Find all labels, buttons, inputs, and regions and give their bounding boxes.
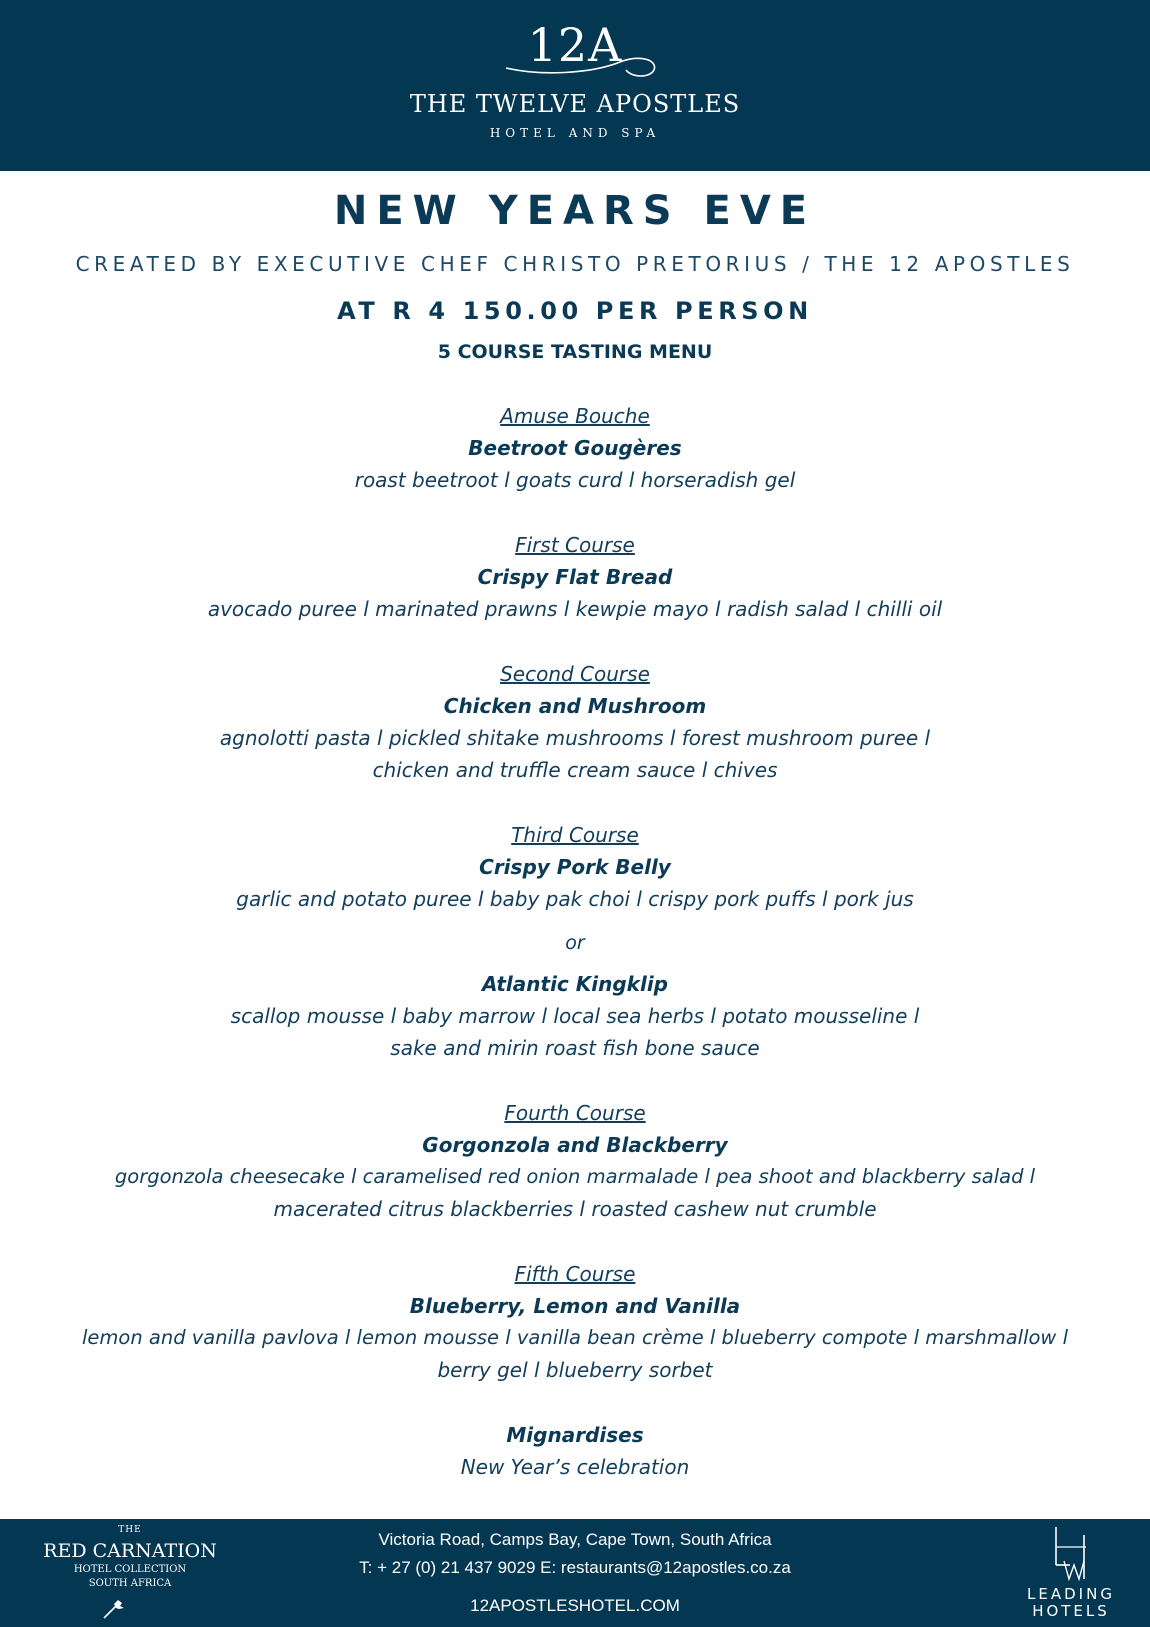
dish-description-amuse: roast beetroot l goats curd l horseradish gel xyxy=(354,468,796,492)
hotel-logo-mark: 12A xyxy=(527,18,623,72)
footer-contact: T: + 27 (0) 21 437 9029 E: restaurants@12apostles.co.za xyxy=(359,1558,791,1577)
red-carnation-logo-the: THE xyxy=(118,1525,142,1535)
dish-description-fourth-line1: gorgonzola cheesecake l caramelised red onion marmalade l pea shoot and blackberry salad l xyxy=(114,1165,1036,1188)
dish-description-third-alt-line2: sake and mirin roast fish bone sauce xyxy=(390,1036,760,1060)
course-heading-fourth: Fourth Course xyxy=(504,1101,646,1125)
dish-description-fourth-line2: macerated citrus blackberries l roasted cashew nut crumble xyxy=(273,1197,877,1221)
course-heading-fifth: Fifth Course xyxy=(514,1262,636,1286)
dish-name-third-alt: Atlantic Kingklip xyxy=(481,972,668,996)
dish-description-second-line1: agnolotti pasta l pickled shitake mushrooms l forest mushroom puree l xyxy=(219,726,931,750)
dish-description-second-line2: chicken and truffle cream sauce l chives xyxy=(372,758,778,782)
dish-description-fifth-line1: lemon and vanilla pavlova l lemon mousse l vanilla bean crème l blueberry compote l marshmallow l xyxy=(81,1326,1068,1349)
menu-type: 5 COURSE TASTING MENU xyxy=(437,341,713,363)
dish-description-mignardises: New Year’s celebration xyxy=(460,1455,690,1479)
footer-website-link[interactable]: 12APOSTLESHOTEL.COM xyxy=(470,1596,680,1615)
dish-name-amuse: Beetroot Gougères xyxy=(468,436,682,460)
red-carnation-logo-collection: HOTEL COLLECTION xyxy=(73,1564,187,1575)
page-title: NEW YEARS EVE xyxy=(333,188,817,234)
leading-hotels-monogram-icon xyxy=(1024,1525,1120,1581)
red-carnation-logo-region: SOUTH AFRICA xyxy=(88,1578,172,1589)
price-line: AT R 4 150.00 PER PERSON xyxy=(337,297,813,325)
footer-address: Victoria Road, Camps Bay, Cape Town, South Africa xyxy=(378,1530,772,1549)
logo-swirl-icon xyxy=(500,44,670,88)
dish-name-third: Crispy Pork Belly xyxy=(479,855,671,879)
hotel-name: THE TWELVE APOSTLES xyxy=(409,90,741,118)
leading-hotels-logo-text xyxy=(1012,1586,1130,1620)
or-separator: or xyxy=(565,932,585,954)
course-heading-second: Second Course xyxy=(500,662,650,686)
dish-name-fifth: Blueberry, Lemon and Vanilla xyxy=(409,1294,741,1318)
red-carnation-logo-name: RED CARNATION xyxy=(43,1540,217,1562)
course-heading-amuse: Amuse Bouche xyxy=(500,404,650,428)
course-heading-third: Third Course xyxy=(511,823,639,847)
dish-description-first: avocado puree l marinated prawns l kewpie mayo l radish salad l chilli oil xyxy=(207,597,943,621)
dish-name-second: Chicken and Mushroom xyxy=(443,694,707,718)
dish-description-third-alt-line1: scallop mousse l baby marrow l local sea herbs l potato mousseline l xyxy=(230,1004,920,1028)
dish-name-mignardises: Mignardises xyxy=(506,1423,644,1447)
hotel-subtitle: HOTEL AND SPA xyxy=(489,126,661,140)
chef-credit: CREATED BY EXECUTIVE CHEF CHRISTO PRETORIUS / THE 12 APOSTLES xyxy=(75,252,1075,276)
dish-description-third: garlic and potato puree l baby pak choi l crispy pork puffs l pork jus xyxy=(236,887,914,911)
course-heading-first: First Course xyxy=(515,533,635,557)
dish-description-fifth-line2: berry gel l blueberry sorbet xyxy=(437,1358,713,1382)
dish-name-fourth: Gorgonzola and Blackberry xyxy=(422,1133,728,1157)
dish-name-first: Crispy Flat Bread xyxy=(477,565,673,589)
leading-hotels-line2: HOTELS xyxy=(1032,1602,1110,1620)
leading-hotels-line1: LEADING xyxy=(1027,1585,1115,1603)
